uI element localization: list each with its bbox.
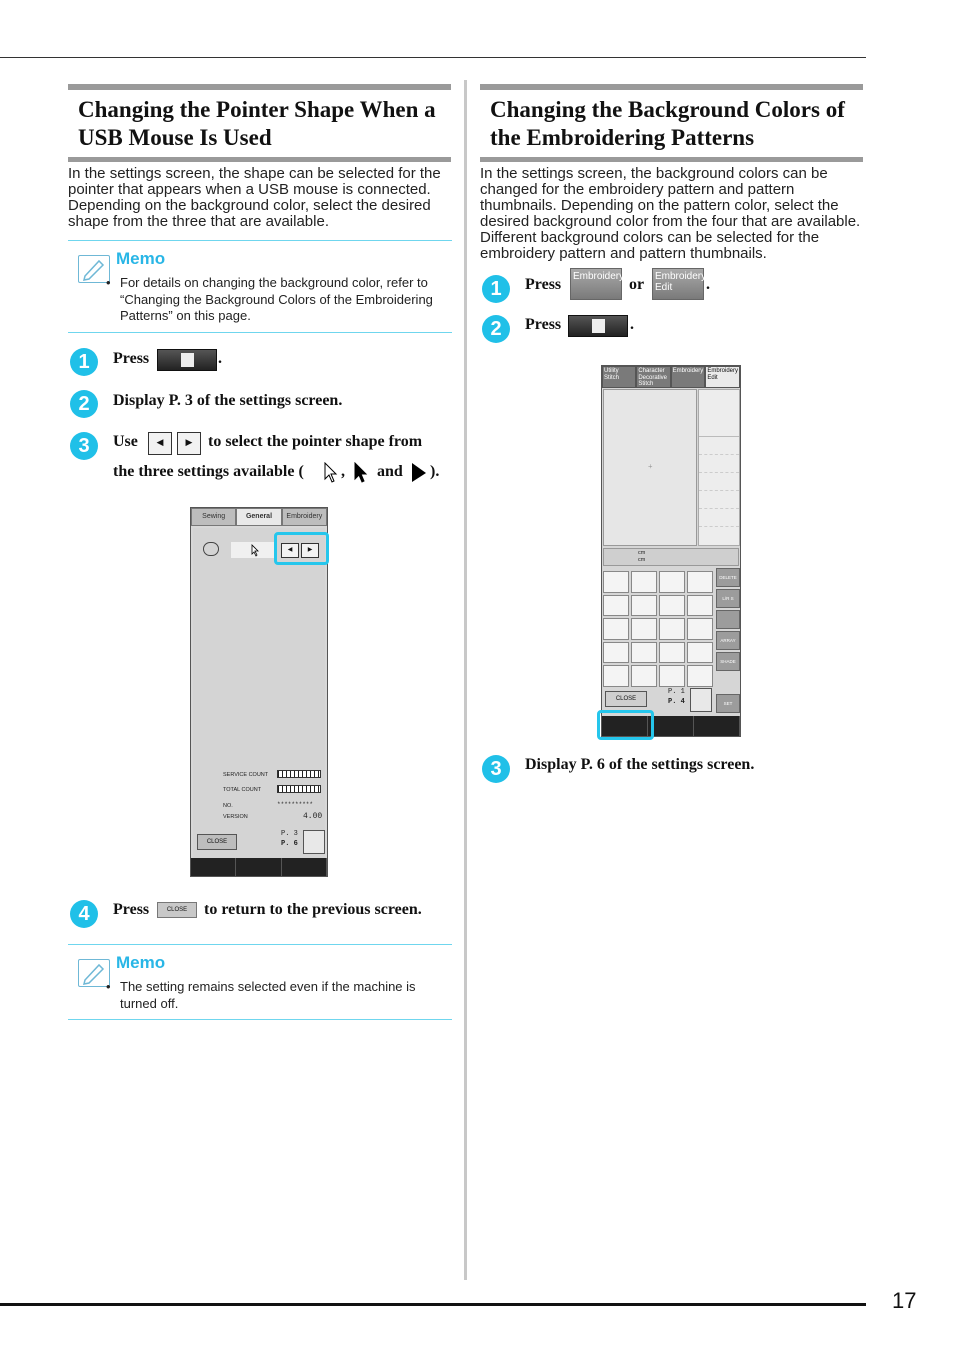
memo-title: Memo	[116, 953, 166, 972]
memo-title: Memo	[116, 249, 166, 268]
right-step-2-text: Press	[525, 316, 562, 333]
right-arrow-button[interactable]: ▶	[177, 432, 201, 455]
step-1-text: Press	[113, 350, 150, 367]
pattern-thumbnail[interactable]	[659, 665, 685, 687]
embroidery-canvas	[603, 389, 697, 546]
step-number: 4	[70, 900, 98, 928]
memo-bullet: •	[106, 979, 111, 994]
embroidery-screen	[601, 365, 741, 737]
pattern-thumbnail[interactable]	[687, 595, 713, 617]
tab-utility-stitch[interactable]: Utility Stitch	[602, 366, 636, 388]
step-number: 3	[482, 755, 510, 783]
embroidery-edit-button[interactable]	[652, 268, 707, 300]
highlight-arrow-buttons	[274, 532, 329, 565]
pattern-thumbnail-grid	[603, 571, 713, 687]
pointer-preview	[231, 542, 275, 558]
screen-body	[193, 528, 325, 858]
pattern-thumbnail[interactable]	[631, 571, 657, 593]
step-4-text-b: to return to the previous screen.	[204, 901, 422, 918]
highlight-settings-button	[597, 710, 654, 740]
memo-bullet: •	[106, 275, 111, 290]
black-pointer-icon	[354, 462, 368, 488]
pattern-thumbnail[interactable]	[631, 665, 657, 687]
pointer-next-button[interactable]: ▶	[301, 543, 319, 558]
step-3-text-b: to select the pointer shape from	[208, 433, 423, 450]
step-1-end: .	[218, 350, 222, 367]
total-count-value	[277, 785, 321, 793]
no-value: **********	[277, 801, 314, 808]
page-indicator-top: P. 1	[668, 688, 685, 696]
pattern-thumbnail[interactable]	[687, 665, 713, 687]
page-scroll-button[interactable]	[303, 830, 325, 854]
pattern-thumbnail[interactable]	[603, 665, 629, 687]
machine-tab-icon[interactable]	[282, 858, 327, 876]
shade-button[interactable]: SHADE	[716, 652, 740, 671]
page-indicator-bottom: P. 6	[281, 840, 298, 848]
right-step-1-or: or	[629, 276, 645, 293]
version-value: 4.00	[303, 812, 323, 821]
embroidery-edit-label-a: Embroidery	[655, 271, 707, 282]
version-label: VERSION	[223, 814, 248, 820]
memo-box-1	[68, 240, 452, 333]
left-intro: In the settings screen, the shape can be selected for the pointer that appears when a USB mouse is connected. Depending on the background color, select the desired shape from the three that are available.	[68, 165, 441, 230]
size-button[interactable]: L/R S	[716, 589, 740, 608]
pattern-thumbnail[interactable]	[603, 571, 629, 593]
pattern-thumbnail[interactable]	[603, 618, 629, 640]
document-icon	[181, 353, 194, 367]
tab-sewing[interactable]: Sewing	[191, 508, 236, 526]
no-label: NO.	[223, 803, 233, 809]
help-tab-icon[interactable]	[236, 858, 281, 876]
tab-embroidery-edit[interactable]: Embroidery Edit	[705, 366, 740, 388]
screen-tabs	[602, 366, 740, 388]
tab-embroidery[interactable]: Embroidery	[282, 508, 327, 526]
pattern-thumbnail[interactable]	[603, 642, 629, 664]
memo-box-2	[68, 944, 452, 1020]
column-divider	[464, 80, 467, 1280]
left-heading	[68, 84, 451, 162]
settings-tab-icon[interactable]	[191, 858, 236, 876]
pattern-thumbnail[interactable]	[631, 595, 657, 617]
pattern-thumbnail[interactable]	[687, 642, 713, 664]
close-button[interactable]: CLOSE	[605, 691, 647, 707]
page-indicator-top: P. 3	[281, 830, 298, 838]
tab-general[interactable]: General	[236, 508, 281, 526]
memo-text	[106, 275, 444, 325]
size-unit-2: cm	[638, 557, 646, 563]
step-number: 1	[70, 348, 98, 376]
close-button[interactable]: CLOSE	[197, 834, 237, 850]
document-icon	[592, 319, 605, 333]
page-scroll-button[interactable]	[690, 688, 712, 712]
page-indicator-bottom: P. 4	[668, 698, 685, 706]
bottom-rule	[0, 1303, 866, 1306]
close-button-inline[interactable]: CLOSE	[157, 902, 197, 918]
step-number: 2	[70, 390, 98, 418]
right-step-2-end: .	[630, 316, 634, 333]
set-button[interactable]: SET	[716, 694, 740, 713]
step-3-text-c: the three settings available (	[113, 463, 304, 480]
mirror-button[interactable]	[716, 610, 740, 629]
step-number: 1	[482, 275, 510, 303]
size-unit-1: cm	[638, 550, 646, 556]
delete-button[interactable]: DELETE	[716, 568, 740, 587]
step-4-text-a: Press	[113, 901, 150, 918]
mouse-icon	[203, 542, 219, 556]
screen-bottom-bar	[191, 858, 327, 876]
right-heading-text: Changing the Background Colors of the Embroidering Patterns	[490, 97, 845, 150]
memo-text-body: The setting remains selected even if the machine is turned off.	[120, 979, 416, 1011]
step-3-text-a: Use	[113, 433, 138, 450]
pattern-thumbnail[interactable]	[687, 618, 713, 640]
service-count-value	[277, 770, 321, 778]
machine-tab-icon[interactable]	[694, 716, 740, 736]
total-count-label: TOTAL COUNT	[223, 787, 262, 793]
step-number: 3	[70, 432, 98, 460]
size-info-bar	[603, 548, 739, 566]
pattern-thumbnail[interactable]	[631, 642, 657, 664]
array-button[interactable]: ARRAY	[716, 631, 740, 650]
pattern-thumbnail[interactable]	[659, 571, 685, 593]
service-count-label: SERVICE COUNT	[223, 772, 269, 778]
pattern-thumbnail[interactable]	[659, 595, 685, 617]
pointer-prev-button[interactable]: ◀	[281, 543, 299, 558]
pattern-thumbnail[interactable]	[631, 618, 657, 640]
memo-text-body: For details on changing the background color, refer to “Changing the Background Colors of the Embroidering Patterns” on this page.	[120, 275, 433, 323]
memo-text	[106, 979, 444, 1012]
large-black-pointer-icon	[411, 462, 427, 488]
page-number: 17	[892, 1288, 917, 1313]
screen-tabs	[191, 508, 327, 526]
pattern-thumbnail[interactable]	[659, 642, 685, 664]
outline-pointer-icon	[324, 462, 338, 488]
tab-embroidery[interactable]: Embroidery	[671, 366, 706, 388]
top-rule	[0, 57, 866, 58]
left-heading-text: Changing the Pointer Shape When a USB Mouse Is Used	[78, 97, 436, 150]
step-number: 2	[482, 315, 510, 343]
tab-character-decorative[interactable]: Character Decorative Stitch	[636, 366, 670, 388]
left-arrow-button[interactable]: ◀	[148, 432, 172, 455]
settings-button[interactable]	[157, 349, 217, 371]
pattern-thumbnail[interactable]	[603, 595, 629, 617]
right-step-3-text: Display P. 6 of the settings screen.	[525, 756, 755, 773]
settings-button[interactable]	[568, 315, 628, 337]
pattern-thumbnail[interactable]	[687, 571, 713, 593]
step-3-end: ).	[430, 463, 440, 480]
step-3-sep: ,	[341, 463, 345, 480]
embroidery-button[interactable]	[570, 268, 625, 300]
step-3-and: and	[377, 463, 403, 480]
center-mark-icon: +	[648, 462, 653, 471]
embroidery-edit-label-b: Edit	[655, 282, 673, 293]
right-heading	[480, 84, 863, 162]
pattern-thumbnail[interactable]	[659, 618, 685, 640]
help-tab-icon[interactable]	[648, 716, 694, 736]
step-2-text: Display P. 3 of the settings screen.	[113, 392, 343, 409]
right-step-1-end: .	[706, 276, 710, 293]
right-step-1-text: Press	[525, 276, 562, 293]
embroidery-button-label: Embroidery	[573, 271, 625, 282]
thread-list	[698, 389, 740, 546]
right-intro: In the settings screen, the background colors can be changed for the embroidery pattern and pattern thumbnails. Depending on the pattern color, select the desired background color from the four that are available. Different background colors can be selected for the embroidery pattern and pattern thumbnails.	[480, 165, 861, 262]
